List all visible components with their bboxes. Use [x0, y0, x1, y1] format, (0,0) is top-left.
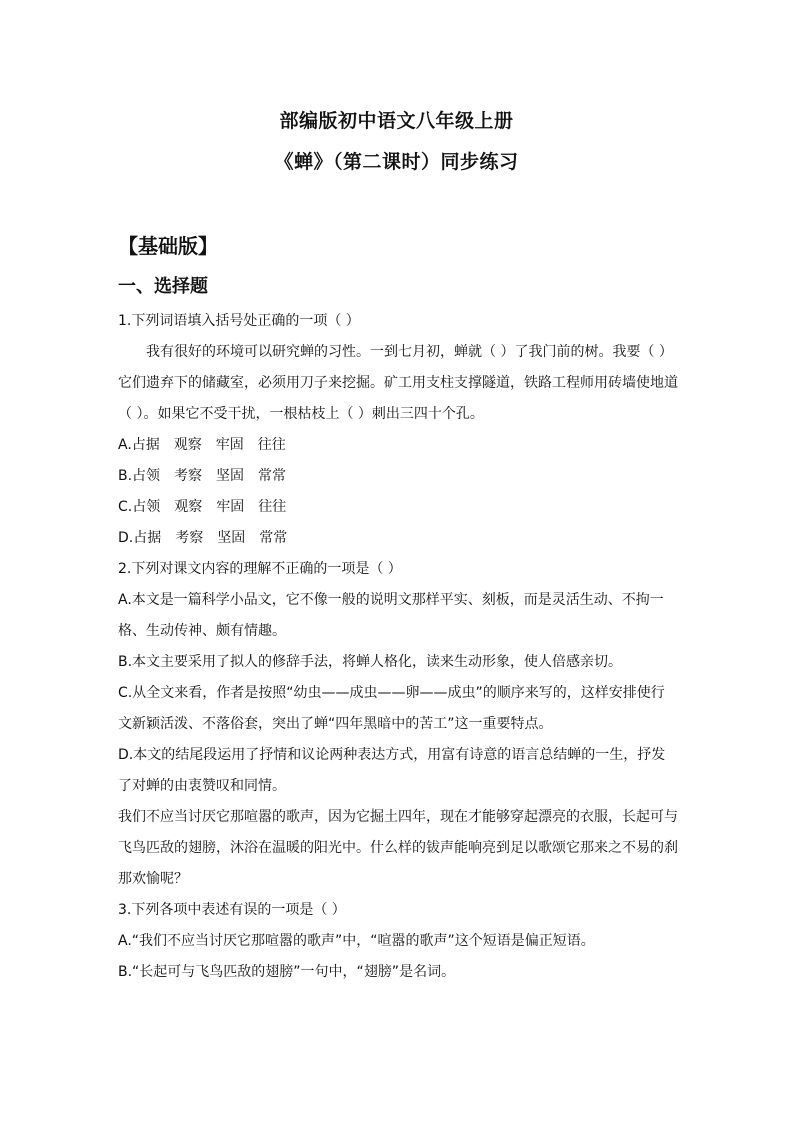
- question-2-option-c: C.从全文来看，作者是按照“幼虫——成虫——卵——成虫”的顺序来写的，这样安排使行文新颖活泼、不落俗套，突出了蝉“四年黑暗中的苦工”这一重要特点。: [118, 685, 665, 732]
- question-body: [118, 306, 678, 988]
- question-3-option-b: B.“长起可与飞鸟匹敌的翅膀”一句中，“翅膀”是名词。: [118, 964, 456, 980]
- question-3-option-a: A.“我们不应当讨厌它那喧嚣的歌声”中，“喧嚣的歌声”这个短语是偏正短语。: [118, 933, 595, 949]
- question-1-option-a: A.占据 观察 牢固 往往: [118, 437, 286, 453]
- question-3-stem: 3.下列各项中表述有误的一项是（ ）: [118, 902, 346, 918]
- document-subtitle: 《蝉》（第二课时）同步练习: [274, 151, 519, 173]
- question-2-option-d: D.本文的结尾段运用了抒情和议论两种表达方式，用富有诗意的语言总结蝉的一生，抒发了对蝉的由衷赞叹和同情。: [118, 747, 666, 794]
- question-2-stem: 2.下列对课文内容的理解不正确的一项是（ ）: [118, 561, 402, 577]
- document-title: 部编版初中语文八年级上册: [279, 110, 514, 132]
- reading-passage: 我们不应当讨厌它那喧嚣的歌声，因为它掘土四年，现在才能够穿起漂亮的衣服，长起可与飞鸟匹敌的翅膀，沐浴在温暖的阳光中。什么样的钹声能响亮到足以歌颂它那来之不易的刹那欢愉呢？: [118, 809, 678, 887]
- section-heading-choice: 一、选择题: [118, 276, 208, 297]
- question-1-option-d: D.占据 考察 坚固 常常: [118, 530, 288, 546]
- level-heading: 【基础版】: [118, 234, 218, 258]
- question-1-passage: 我有很好的环境可以研究蝉的习性。一到七月初，蝉就（ ）了我门前的树。我要（ ）它们遗弃下的储藏室，必须用刀子来挖掘。矿工用支柱支撑隧道，铁路工程师用砖墙使地道（ ）。如果它不受干扰，一根枯枝上（ ）刺出三四十个孔。: [118, 344, 678, 422]
- question-1-option-c: C.占领 观察 牢固 往往: [118, 499, 287, 515]
- question-1-option-b: B.占领 考察 坚固 常常: [118, 468, 287, 484]
- question-2-option-a: A.本文是一篇科学小品文，它不像一般的说明文那样平实、刻板，而是灵活生动、不拘一格、生动传神、颇有情趣。: [118, 592, 664, 639]
- question-2-option-b: B.本文主要采用了拟人的修辞手法，将蝉人格化，读来生动形象，使人倍感亲切。: [118, 654, 623, 670]
- question-1-stem: 1.下列词语填入括号处正确的一项（ ）: [118, 313, 360, 329]
